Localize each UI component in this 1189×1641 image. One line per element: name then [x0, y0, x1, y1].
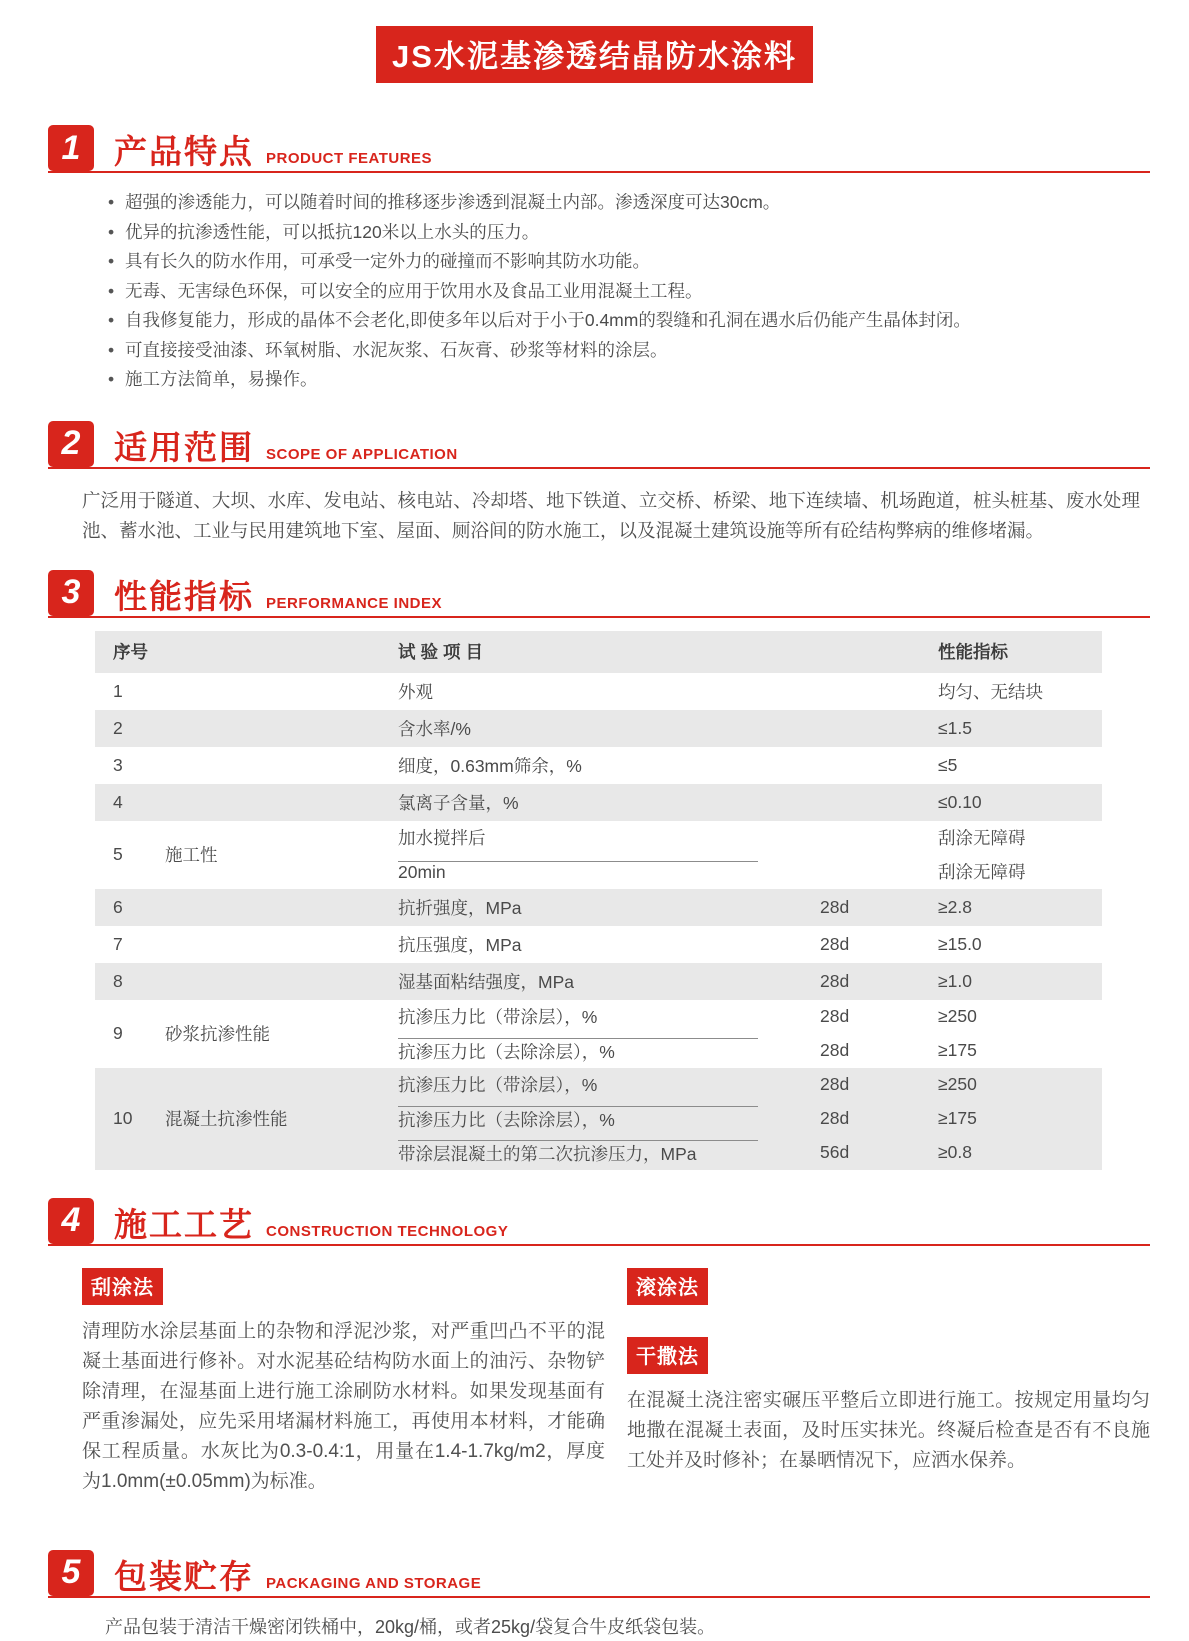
section-features	[48, 125, 1150, 395]
method-column-left	[82, 1268, 605, 1516]
cell-value: ≥250	[938, 1074, 977, 1094]
cell-item: 氯离子含量，%	[398, 792, 519, 813]
section-construction	[48, 1198, 1150, 1516]
scope-paragraph: 广泛用于隧道、大坝、水库、发电站、核电站、冷却塔、地下铁道、立交桥、桥梁、地下连续墙、机场跑道，桩头桩基、废水处理池、蓄水池、工业与民用建筑地下室、屋面、厕浴间的防水施工，以及混凝土建筑设施等所有砼结构弊病的维修堵漏。	[82, 489, 1140, 541]
section-subtitle: SCOPE OF APPLICATION	[266, 445, 458, 463]
method-column-right	[627, 1268, 1150, 1516]
cell-item: 外观	[398, 681, 433, 702]
cell-age: 56d	[820, 1142, 850, 1162]
table-row	[95, 1068, 1102, 1170]
cell-item: 抗渗压力比（带涂层），%	[398, 1075, 598, 1095]
method-text: 在混凝土浇注密实碾压平整后立即进行施工。按规定用量均匀地撒在混凝土表面，及时压实抹光。终凝后检查是否有不良施工处并及时修补；在暴晒情况下，应洒水保养。	[627, 1389, 1150, 1471]
cell-value: ≥0.8	[938, 1142, 972, 1162]
cell-item: 20min	[398, 861, 758, 883]
cell-age: 28d	[820, 933, 850, 954]
cell-item: 细度，0.63mm筛余，%	[398, 755, 582, 776]
cell-item: 加水搅拌后	[398, 828, 486, 848]
table-row	[95, 821, 1102, 889]
cell-no: 2	[113, 717, 123, 738]
table-row	[95, 889, 1102, 926]
section-subtitle: PRODUCT FEATURES	[266, 150, 433, 167]
cell-age: 28d	[820, 1006, 850, 1026]
title-band	[0, 0, 1189, 83]
section-title: 包装贮存	[114, 1557, 254, 1595]
table-row	[95, 673, 1102, 710]
cell-age: 28d	[820, 1040, 850, 1060]
cell-group: 砂浆抗渗性能	[165, 1024, 270, 1044]
section-title: 产品特点	[114, 133, 254, 170]
section-scope	[48, 421, 1150, 546]
page-title	[376, 26, 813, 83]
section-number: 4	[48, 1198, 94, 1244]
feature-item: • 可直接接受油漆、环氧树脂、水泥灰浆、石灰膏、砂浆等材料的涂层。	[108, 336, 1150, 366]
section-subtitle: PERFORMANCE INDEX	[266, 594, 443, 612]
cell-value: 刮涂无障碍	[938, 828, 1026, 848]
section-header-performance	[48, 570, 1150, 618]
cell-age: 28d	[820, 896, 850, 917]
cell-age: 28d	[820, 970, 850, 991]
section-header-features	[48, 125, 1150, 173]
section-number: 5	[48, 1550, 94, 1596]
section-header-scope	[48, 421, 1150, 469]
cell-value: ≥175	[938, 1108, 977, 1128]
feature-item: • 施工方法简单，易操作。	[108, 365, 1150, 395]
table-row	[95, 747, 1102, 784]
page-title-text: JS水泥基渗透结晶防水涂料	[392, 39, 797, 74]
feature-item: • 超强的渗透能力，可以随着时间的推移逐步渗透到混凝土内部。渗透深度可达30cm。	[108, 188, 1150, 218]
section-number: 1	[48, 125, 94, 171]
cell-value: ≤1.5	[938, 717, 972, 738]
section-packaging	[48, 1550, 1150, 1641]
cell-value: ≥1.0	[938, 970, 972, 991]
method-badge: 滚涂法	[627, 1268, 708, 1305]
section-title: 适用范围	[114, 428, 254, 466]
table-row	[95, 784, 1102, 821]
section-title: 性能指标	[114, 577, 254, 615]
cell-group: 施工性	[165, 845, 218, 865]
cell-value: ≥15.0	[938, 933, 982, 954]
cell-value: ≤0.10	[938, 791, 982, 812]
table-header-row	[95, 631, 1102, 673]
cell-no: 5	[113, 844, 123, 864]
cell-no: 7	[113, 933, 123, 954]
feature-item: • 无毒、无害绿色环保，可以安全的应用于饮用水及食品工业用混凝土工程。	[108, 277, 1150, 307]
cell-item: 带涂层混凝土的第二次抗渗压力，MPa	[398, 1140, 758, 1166]
table-row	[95, 963, 1102, 1000]
table-row	[95, 1000, 1102, 1068]
section-number: 3	[48, 570, 94, 616]
performance-table	[95, 631, 1102, 1170]
cell-value: ≥175	[938, 1040, 977, 1060]
cell-no: 10	[113, 1108, 133, 1128]
feature-item: • 优异的抗渗透性能，可以抵抗120米以上水头的压力。	[108, 218, 1150, 248]
cell-age: 28d	[820, 1108, 850, 1128]
cell-value: ≥2.8	[938, 896, 972, 917]
cell-value: ≥250	[938, 1006, 977, 1026]
cell-group: 混凝土抗渗性能	[165, 1109, 288, 1129]
packaging-text: 产品包装于清洁干燥密闭铁桶中，20kg/桶，或者25kg/袋复合牛皮纸袋包装。	[105, 1616, 716, 1637]
cell-no: 8	[113, 970, 123, 991]
cell-item: 抗渗压力比（带涂层），%	[398, 1007, 598, 1027]
method-text: 清理防水涂层基面上的杂物和浮泥沙浆，对严重凹凸不平的混凝土基面进行修补。对水泥基砼结构防水面上的油污、杂物铲除清理，在湿基面上进行施工涂刷防水材料。如果发现基面有严重渗漏处，应先采用堵漏材料施工，再使用本材料，才能确保工程质量。水灰比为0.3-0.4:1，用量在1.4-1.7kg/m2，厚度为1.0mm(±0.05mm)为标准。	[82, 1320, 605, 1492]
section-number: 2	[48, 421, 94, 467]
col-header-no: 序号	[113, 642, 148, 662]
construction-methods	[82, 1268, 1150, 1516]
cell-no: 6	[113, 896, 123, 917]
col-header-item: 试验项目	[398, 642, 488, 662]
cell-value: 均匀、无结块	[938, 681, 1043, 702]
cell-item: 抗折强度，MPa	[398, 897, 522, 918]
cell-no: 9	[113, 1023, 123, 1043]
method-roller	[627, 1268, 1150, 1305]
table-row	[95, 926, 1102, 963]
section-subtitle: PACKAGING AND STORAGE	[266, 1574, 482, 1592]
cell-no: 1	[113, 680, 123, 701]
cell-item: 抗压强度，MPa	[398, 934, 522, 955]
cell-item: 含水率/%	[398, 718, 471, 739]
cell-age: 28d	[820, 1074, 850, 1094]
feature-item: • 具有长久的防水作用，可承受一定外力的碰撞而不影响其防水功能。	[108, 247, 1150, 277]
section-performance	[48, 570, 1150, 1170]
method-badge: 刮涂法	[82, 1268, 163, 1305]
section-header-construction	[48, 1198, 1150, 1246]
cell-value: ≤5	[938, 754, 958, 775]
cell-item: 抗渗压力比（去除涂层），%	[398, 1106, 758, 1132]
cell-value: 刮涂无障碍	[938, 862, 1026, 882]
col-header-index: 性能指标	[938, 642, 1008, 662]
method-badge: 干撒法	[627, 1337, 708, 1374]
cell-no: 4	[113, 791, 123, 812]
cell-item: 湿基面粘结强度，MPa	[398, 971, 574, 992]
feature-item: • 自我修复能力，形成的晶体不会老化,即使多年以后对于小于0.4mm的裂缝和孔洞在遇水后仍能产生晶体封闭。	[108, 306, 1150, 336]
features-list	[48, 188, 1150, 395]
section-subtitle: CONSTRUCTION TECHNOLOGY	[266, 1222, 509, 1240]
cell-no: 3	[113, 754, 123, 775]
section-title: 施工工艺	[114, 1205, 254, 1243]
table-row	[95, 710, 1102, 747]
cell-item: 抗渗压力比（去除涂层），%	[398, 1038, 758, 1064]
section-header-packaging	[48, 1550, 1150, 1598]
